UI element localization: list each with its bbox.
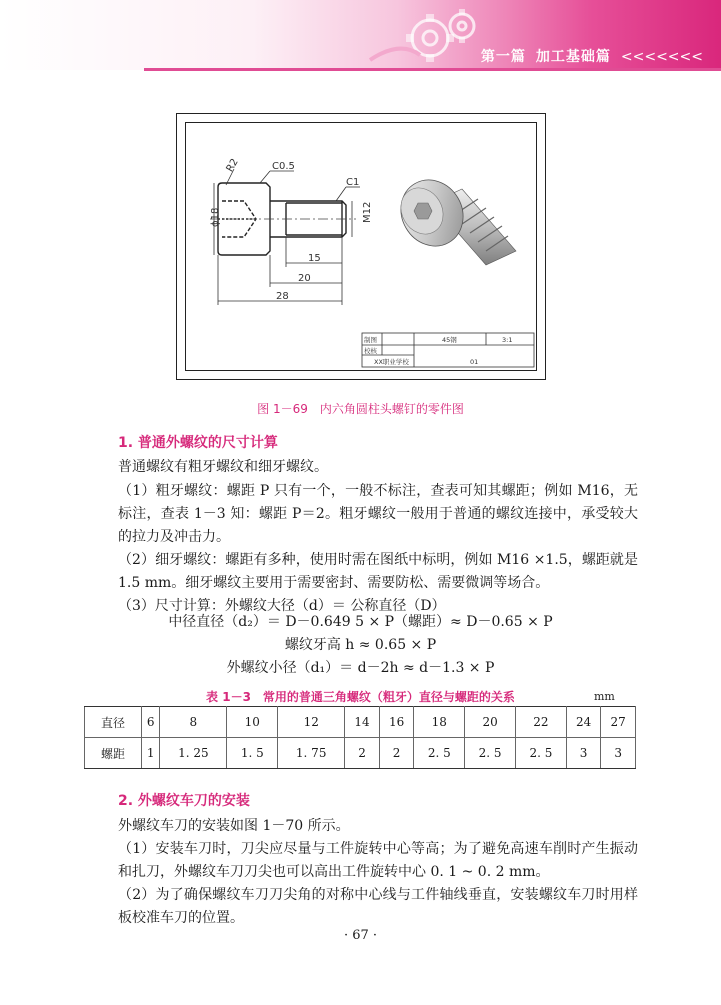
table-cell: 20 (465, 707, 516, 738)
section2-p3: （2）为了确保螺纹车刀刀尖角的对称中心线与工件轴线垂直，安装螺纹车刀时用样板校准车刀的位置。 (118, 887, 638, 926)
dim-20: 20 (298, 273, 311, 284)
dim-m12: M12 (362, 201, 373, 223)
gear-decoration-icon (360, 0, 490, 70)
tb-zhitu: 制图 (364, 336, 377, 344)
table-cell: 3 (601, 738, 636, 769)
figure-caption: 图 1－69 内六角圆柱头螺钉的零件图 (257, 402, 464, 416)
table-head-diameter: 直径 (85, 707, 142, 738)
section1-p2: （1）粗牙螺纹：螺距 P 只有一个，一般不标注，查表可知其螺距；例如 M16，无标注，查表 1－3 知：螺距 P＝2。粗牙螺纹一般用于普通的螺纹连接中，承受较大的拉力及冲击力。 (118, 483, 638, 545)
tb-material: 45钢 (442, 336, 457, 344)
page-number: · 67 · (343, 928, 378, 943)
table-cell: 2. 5 (465, 738, 516, 769)
table-cell: 3 (566, 738, 601, 769)
table-cell: 8 (160, 707, 227, 738)
table-cell: 24 (566, 707, 601, 738)
table-row-diameter (85, 707, 636, 738)
dim-28: 28 (276, 291, 289, 302)
page-header (0, 0, 721, 78)
screw-part-drawing (186, 123, 538, 372)
table-title: 表 1－3 常用的普通三角螺纹（粗牙）直径与螺距的关系 (206, 690, 515, 704)
section1-heading: 1. 普通外螺纹的尺寸计算 (118, 435, 278, 451)
thread-table (84, 706, 636, 769)
header-rule (144, 68, 721, 71)
table-cell: 2. 5 (516, 738, 567, 769)
section2-p1: 外螺纹车刀的安装如图 1－70 所示。 (118, 818, 350, 834)
tb-school: XX职业学校 (374, 358, 409, 366)
formula-thread-height: 螺纹牙高 h ≈ 0.65 × P (284, 637, 437, 653)
header-section: 加工基础篇 (535, 49, 611, 65)
table-cell: 10 (227, 707, 278, 738)
dim-15: 15 (308, 253, 321, 264)
table-cell: 2 (345, 738, 380, 769)
table-cell: 14 (345, 707, 380, 738)
section1-p1: 普通螺纹有粗牙螺纹和细牙螺纹。 (118, 459, 328, 475)
table-cell: 1. 75 (278, 738, 345, 769)
table-cell: 12 (278, 707, 345, 738)
section2-p2: （1）安装车刀时，刀尖应尽量与工件旋转中心等高；为了避免高速车削时产生振动和扎刀，外螺纹车刀刀尖也可以高出工件旋转中心 0. 1 ~ 0. 2 mm。 (118, 841, 638, 880)
header-arrows: <<<<<<< (620, 49, 703, 65)
formula-pitch-diameter: 中径直径（d₂）＝ D－0.649 5 × P（螺距）≈ D－0.65 × P (168, 614, 553, 630)
table-cell: 2 (379, 738, 414, 769)
dim-r2: R2 (224, 156, 241, 174)
figure-inner-border (185, 122, 537, 371)
table-head-pitch: 螺距 (85, 738, 142, 769)
dim-c05: C0.5 (272, 161, 295, 172)
header-title (481, 46, 703, 66)
table-cell: 18 (414, 707, 465, 738)
formula-minor-diameter: 外螺纹小径（d₁）＝ d－2h ≈ d－1.3 × P (226, 660, 495, 676)
section1-p3: （2）细牙螺纹：螺距有多种，使用时需在图纸中标明，例如 M16 ×1.5，螺距就是 1.5 mm。细牙螺纹主要用于需要密封、需要防松、需要微调等场合。 (118, 552, 638, 591)
table-unit: mm (594, 690, 615, 703)
table-cell: 22 (516, 707, 567, 738)
header-part: 第一篇 (480, 49, 526, 65)
tb-num: 01 (470, 358, 479, 366)
screw-3d-render (389, 169, 516, 265)
tb-jiaohe: 校核 (364, 347, 377, 355)
figure-frame (176, 113, 546, 380)
dim-c1: C1 (346, 177, 360, 188)
dim-dia18: ϕ18 (210, 207, 221, 227)
tb-scale: 3:1 (502, 336, 513, 344)
table-row-pitch (85, 738, 636, 769)
table-cell: 27 (601, 707, 636, 738)
table-cell: 16 (379, 707, 414, 738)
table-cell: 6 (142, 707, 160, 738)
section1-p4: （3）尺寸计算：外螺纹大径（d）＝ 公称直径（D） (118, 598, 446, 614)
table-cell: 1 (142, 738, 160, 769)
table-cell: 2. 5 (414, 738, 465, 769)
table-cell: 1. 25 (160, 738, 227, 769)
section2-heading: 2. 外螺纹车刀的安装 (118, 793, 250, 809)
table-cell: 1. 5 (227, 738, 278, 769)
